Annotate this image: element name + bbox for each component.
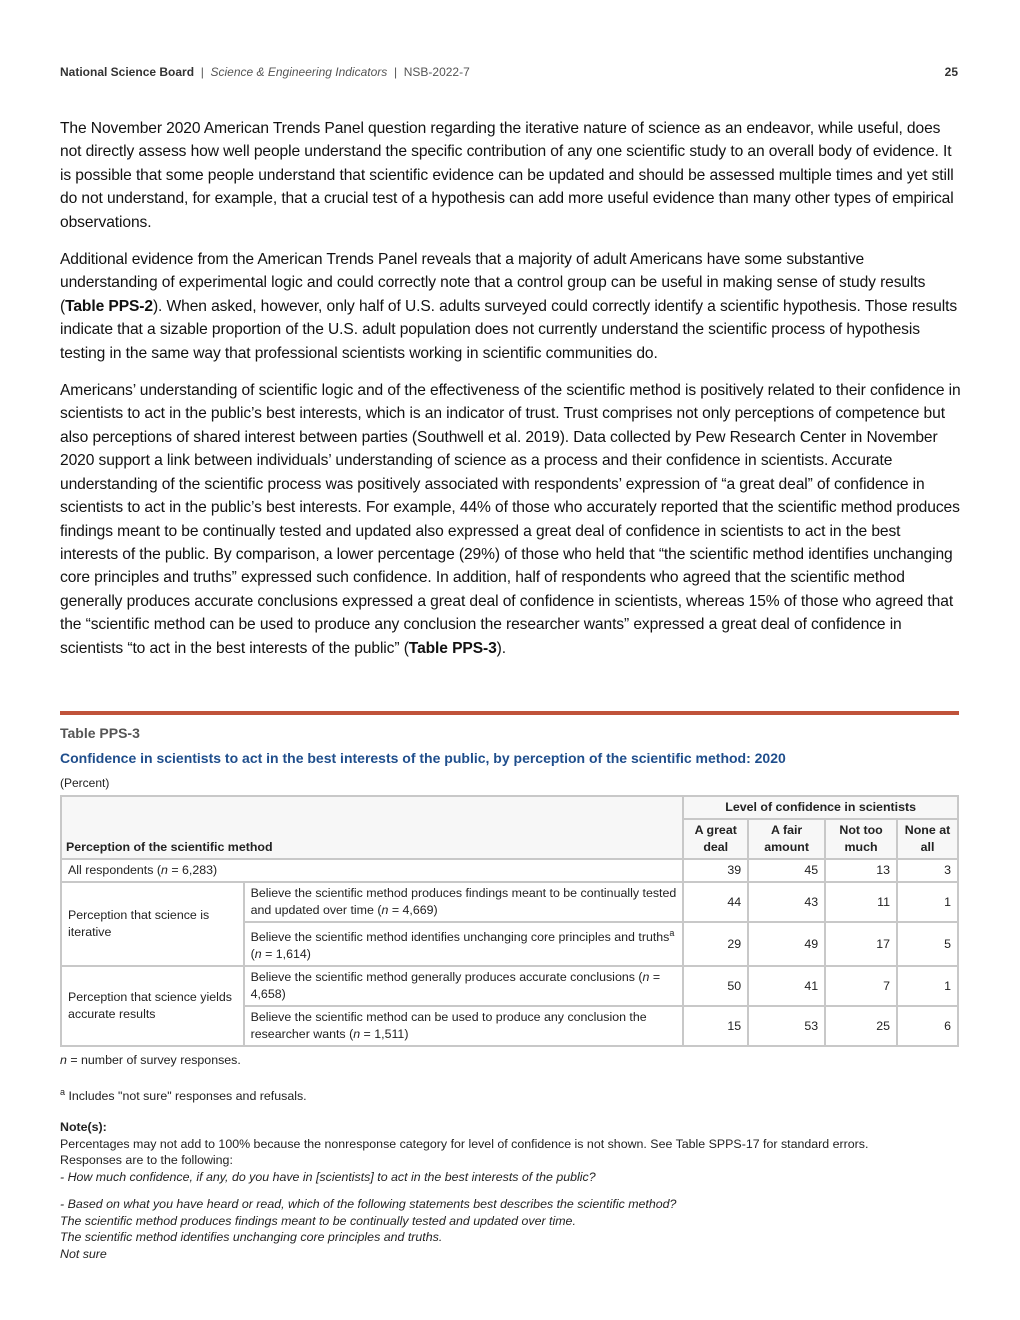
table-number: Table PPS-3 (60, 725, 140, 741)
cell: 11 (825, 882, 897, 922)
text: = number of survey responses. (66, 1053, 241, 1067)
cell: 49 (748, 922, 825, 966)
note-text: Responses are to the following: (60, 1153, 233, 1168)
paragraph: The November 2020 American Trends Panel question regarding the iterative nature of science as an endeavor, while useful, does not directly assess how well people understand the specific contribution of any one scientific study to an overall body of evidence. It is possible that some people understand that scientific evidence can be updated and should be assessed multiple times and yet still do not understand, for example, that a crucial test of a hypothesis can add more useful evidence than many other types of empirical observations. (60, 120, 954, 231)
text: Americans’ understanding of scientific logic and of the effectiveness of the scientific method is positively related to their confidence in scientists to act in the public’s best interests, which is an indicator of trust. Trust comprises not only perceptions of competence but also perceptions of shared interest between parties (Southwell et al. 2019). Data collected by Pew Research Center in November 2020 support a link between individuals’ understanding of science as a process and their confidence in scientists. Accurate understanding of the scientific process was positively associated with respondents’ expression of “a great deal” of confidence in scientists to act in the public’s best interests. For example, 44% of those who accurately reported that the scientific method produces findings meant to be continually tested and updated also expressed a great deal of confidence in scientists to act in the best interests of the public. By comparison, a lower percentage (29%) of those who held that “the scientific method identifies unchanging core principles and truths” expressed such confidence. In addition, half of respondents who agreed that the scientific method generally produces accurate conclusions expressed a great deal of confidence in scientists, whereas 15% of those who agreed that the “scientific method can be used to produce any conclusion the researcher wants” expressed a great deal of confidence in scientists “to act in the best interests of the public” ( (60, 382, 961, 657)
cell: 41 (748, 966, 825, 1006)
survey-question: - How much confidence, if any, do you have in [scientists] to act in the best interests of the public? (60, 1169, 596, 1184)
data-table (60, 795, 959, 1047)
text: = 1,614) (261, 947, 311, 962)
body-text (60, 117, 962, 674)
text: n (60, 1053, 67, 1067)
cell: 29 (683, 922, 748, 966)
answer-option: The scientific method identifies unchanging core principles and truths. (60, 1230, 443, 1245)
paragraph (60, 379, 962, 660)
text: All respondents ( (68, 863, 161, 877)
footnote-a (60, 1084, 960, 1105)
table-link[interactable]: Table PPS-2 (65, 297, 153, 315)
paragraph (60, 248, 962, 365)
column-header: None at all (897, 819, 958, 859)
text: Believe the scientific method identifies unchanging core principles and truths (250, 930, 670, 945)
row-label (244, 1006, 684, 1046)
column-header: A fair amount (748, 819, 825, 859)
group-header: Level of confidence in scientists (683, 796, 958, 819)
running-header: National Science Board | Science & Engineering Indicators | NSB-2022-7 25 (60, 65, 958, 79)
row-label (244, 882, 684, 922)
text: ). (496, 639, 506, 657)
text: Believe the scientific method can be used to produce any conclusion the researcher wants ( (250, 1010, 647, 1042)
answer-option: The scientific method produces findings meant to be continually tested and updated over time. (60, 1213, 576, 1228)
footnotes (60, 1052, 960, 1262)
text: = 1,511) (360, 1027, 409, 1042)
cell: 1 (897, 882, 958, 922)
cell: 7 (825, 966, 897, 1006)
text: = 6,283) (167, 863, 218, 877)
row-label (61, 859, 683, 882)
cell: 44 (683, 882, 748, 922)
text: Believe the scientific method produces findings meant to be continually tested and updated over time ( (250, 886, 677, 917)
cell: 17 (825, 922, 897, 966)
table-divider (60, 711, 959, 715)
row-label (244, 966, 684, 1006)
text: ). When asked, however, only half of U.S. adults surveyed could correctly identify a scientific hypothesis. Those results indicate that a sizable proportion of the U.S. adult population does not currently understand the scientific process of hypothesis testing in the same way that professional scientists working in scientific communities do. (60, 297, 958, 362)
cell: 3 (897, 859, 958, 882)
text: n (254, 947, 262, 962)
text: = 4,658) (250, 970, 661, 1002)
table-row (61, 859, 958, 882)
group-label: Perception that science is iterative (61, 882, 244, 966)
text: n (381, 903, 389, 917)
table-title: Confidence in scientists to act in the best interests of the public, by perception of the scientific method: 2020 (60, 750, 786, 766)
series-name: Science & Engineering Indicators (210, 65, 388, 79)
text: n (353, 1027, 361, 1042)
note-label: Note(s): (60, 1120, 107, 1135)
cell: 45 (748, 859, 825, 882)
row-label: Believe the scientific method identifies unchanging core principles and truths$^a$ (n = 1,614) (244, 922, 684, 966)
survey-question: - Based on what you have heard or read, which of the following statements best describes the scientific method? (60, 1197, 677, 1212)
row-header: Perception of the scientific method (61, 796, 683, 859)
text: Additional evidence from the American Trends Panel reveals that a majority of adult Americans have some substantive understanding of experimental logic and could correctly note that a control group can be useful in making sense of study results ( (60, 251, 926, 315)
text: n (642, 970, 650, 985)
cell: 25 (825, 1006, 897, 1046)
cell: 6 (897, 1006, 958, 1046)
table-row (61, 966, 958, 1006)
text: = 4,669) (388, 903, 438, 917)
group-label: Perception that science yields accurate results (61, 966, 244, 1046)
cell: 53 (748, 1006, 825, 1046)
page-number: 25 (944, 65, 958, 79)
cell: 1 (897, 966, 958, 1006)
text: Believe the scientific method generally produces accurate conclusions ( (250, 970, 643, 985)
note-text: Percentages may not add to 100% because the nonresponse category for level of confidence is not shown. See Table SPPS-17 for standard errors. (60, 1136, 869, 1151)
column-header: A great deal (683, 819, 748, 859)
text: a (669, 928, 675, 938)
cell: 43 (748, 882, 825, 922)
cell: 15 (683, 1006, 748, 1046)
cell: 50 (683, 966, 748, 1006)
text: a (60, 1086, 66, 1097)
report-id: NSB-2022-7 (403, 65, 470, 79)
answer-option: Not sure (60, 1246, 107, 1261)
text: n (160, 863, 168, 877)
text: Includes "not sure" responses and refusals. (65, 1088, 307, 1103)
table-link[interactable]: Table PPS-3 (408, 639, 497, 657)
table-unit: (Percent) (60, 776, 110, 790)
org-name: National Science Board (60, 65, 195, 79)
table-row (61, 882, 958, 922)
cell: 39 (683, 859, 748, 882)
cell: 13 (825, 859, 897, 882)
footnote-n (60, 1052, 960, 1069)
column-header: Not too much (825, 819, 897, 859)
cell: 5 (897, 922, 958, 966)
